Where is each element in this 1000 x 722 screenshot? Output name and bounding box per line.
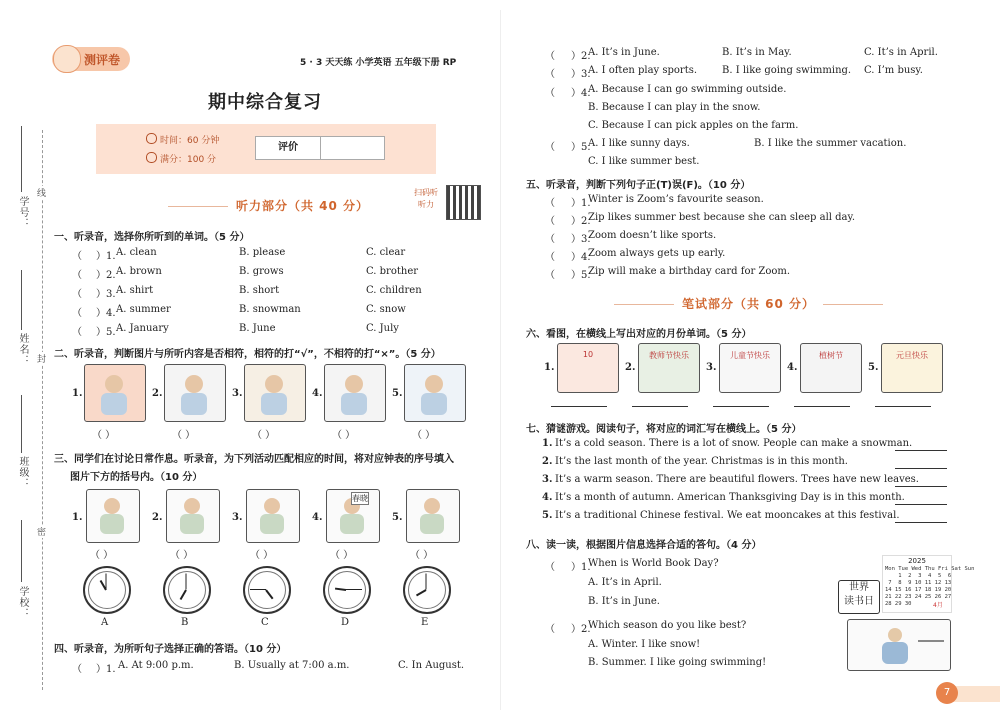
s3-picture-3	[246, 489, 300, 543]
name-label: 姓名：	[17, 333, 28, 366]
blackboard-text: 春晓	[352, 494, 368, 503]
s6-answer-line-5[interactable]	[875, 406, 931, 407]
section-1-title: 一、听录音，选择你所听到的单词。（5 分）	[54, 232, 250, 243]
s4-q1-number: ）1.	[96, 664, 116, 675]
seal-dense-label: 密	[37, 525, 46, 538]
s3-q5-number: 5.	[392, 512, 403, 523]
seal-seal-label: 封	[37, 352, 46, 365]
class-label: 班级：	[17, 456, 28, 489]
s2-picture-1	[84, 364, 146, 422]
s4-q4-option-b: B. Because I can play in the snow.	[588, 102, 761, 113]
s7-q5-clue: It’s a traditional Chinese festival. We eat mooncakes at this festival.	[555, 510, 900, 521]
answer-paren[interactable]: （	[72, 289, 82, 300]
s1-q1-option-b: B. please	[239, 247, 286, 258]
answer-paren[interactable]: （	[545, 142, 555, 153]
s1-q3-option-a: A. shirt	[116, 285, 154, 296]
s4-q3-option-b: B. I like going swimming.	[722, 65, 852, 76]
s8-q1-option-a: A. It’s in April.	[588, 577, 662, 588]
clock-c	[243, 566, 291, 614]
clock-label-d: D	[341, 617, 350, 628]
s5-q2-statement: Zip likes summer best because she can sleep all day.	[588, 212, 856, 223]
page-number: 7	[936, 682, 958, 704]
s2-answer-paren-1[interactable]: （ ）	[92, 430, 116, 441]
s1-q2-option-c: C. brother	[366, 266, 419, 277]
calendar-row: 1 2 3 4 5 6	[885, 573, 952, 579]
minute-hand	[346, 589, 362, 590]
class-field[interactable]	[21, 395, 22, 453]
check-icon	[146, 152, 157, 163]
answer-paren[interactable]: （	[72, 327, 82, 338]
s4-q3-option-a: A. I often play sports.	[588, 65, 698, 76]
s7-q4-clue: It’s a month of autumn. American Thanksgiving Day is in this month.	[555, 492, 905, 503]
s4-q3-option-c: C. I’m busy.	[864, 65, 923, 76]
s7-q5-number: 5.	[542, 510, 553, 521]
s6-q1-number: 1.	[544, 362, 555, 373]
s8-q1-question: When is World Book Day?	[588, 558, 719, 569]
s6-picture-3	[719, 343, 781, 393]
student-id-field[interactable]	[21, 126, 22, 192]
answer-paren[interactable]: （	[545, 69, 555, 80]
s3-answer-paren-5[interactable]: （ ）	[410, 550, 434, 561]
s8-q1-option-b: B. It’s in June.	[588, 596, 660, 607]
s8-q2-option-a: A. Winter. I like snow!	[588, 639, 701, 650]
clock-label-c: C	[261, 617, 269, 628]
s1-q1-number: ）1.	[96, 251, 116, 262]
s1-q2-option-b: B. grows	[239, 266, 284, 277]
s6-answer-line-1[interactable]	[551, 406, 607, 407]
s1-q3-number: ）3.	[96, 289, 116, 300]
s2-q3-number: 3.	[232, 388, 243, 399]
s6-picture-5	[881, 343, 943, 393]
minute-hand	[426, 574, 427, 590]
s5-q2-number: ）2.	[571, 216, 591, 227]
s4-q2-option-c: C. It’s in April.	[864, 47, 938, 58]
s3-q4-number: 4.	[312, 512, 323, 523]
s8-q2-number: ）2.	[571, 624, 591, 635]
s2-picture-2	[164, 364, 226, 422]
s6-picture-2	[638, 343, 700, 393]
s6-answer-line-4[interactable]	[794, 406, 850, 407]
s7-answer-line-3[interactable]	[895, 486, 947, 487]
margin-cut-line	[42, 130, 43, 690]
score-info	[146, 152, 216, 165]
s6-q5-number: 5.	[868, 362, 879, 373]
s6-q4-number: 4.	[787, 362, 798, 373]
school-field[interactable]	[21, 520, 22, 582]
s1-q1-option-a: A. clean	[116, 247, 157, 258]
s4-q5-option-b: B. I like the summer vacation.	[754, 138, 907, 149]
clock-label-e: E	[421, 617, 429, 628]
s1-q2-option-a: A. brown	[116, 266, 162, 277]
answer-paren[interactable]: （	[545, 216, 555, 227]
s2-answer-paren-2[interactable]: （ ）	[172, 430, 196, 441]
s3-picture-1	[86, 489, 140, 543]
score-text: 满分：100 分	[160, 155, 217, 165]
s6-picture-text: 教师节快乐	[649, 351, 689, 360]
answer-paren[interactable]: （	[545, 624, 555, 635]
s5-q3-number: ）3.	[571, 234, 591, 245]
s3-answer-paren-1[interactable]: （ ）	[90, 550, 114, 561]
s8-q2-option-b: B. Summer. I like going swimming!	[588, 657, 767, 668]
section-4-title: 四、听录音，为所听句子选择正确的答语。（10 分）	[54, 644, 287, 655]
s1-q3-option-c: C. children	[366, 285, 422, 296]
s4-q1-option-a: A. At 9:00 p.m.	[118, 660, 194, 671]
minute-hand	[186, 574, 187, 590]
s5-q4-statement: Zoom always gets up early.	[588, 248, 726, 259]
section-6-title: 六、看图，在横线上写出对应的月份单词。（5 分）	[526, 329, 752, 340]
listening-part-title	[160, 197, 369, 214]
s5-q5-statement: Zip will make a birthday card for Zoom.	[588, 266, 791, 277]
s6-picture-text: 植树节	[819, 351, 843, 360]
s3-answer-paren-4[interactable]: （ ）	[330, 550, 354, 561]
s4-q4-number: ）4.	[571, 88, 591, 99]
s4-q2-number: ）2.	[571, 51, 591, 62]
s1-q2-number: ）2.	[96, 270, 116, 281]
s3-answer-paren-2[interactable]: （ ）	[170, 550, 194, 561]
time-text: 时间：60 分钟	[160, 136, 220, 146]
clock-icon	[146, 133, 157, 144]
answer-paren[interactable]: （	[545, 234, 555, 245]
section-8-title: 八、读一读，根据图片信息选择合适的答句。（4 分）	[526, 540, 762, 551]
qr-caption: 扫码听听力	[414, 188, 438, 209]
answer-paren[interactable]: （	[72, 270, 82, 281]
s2-answer-paren-5[interactable]: （ ）	[412, 430, 436, 441]
s1-q4-number: ）4.	[96, 308, 116, 319]
s7-q2-number: 2.	[542, 456, 553, 467]
minute-hand	[106, 574, 107, 590]
s2-picture-5	[404, 364, 466, 422]
s4-q5-option-c: C. I like summer best.	[588, 156, 700, 167]
s1-q4-option-a: A. summer	[116, 304, 171, 315]
s3-q1-number: 1.	[72, 512, 83, 523]
s4-q5-option-a: A. I like sunny days.	[588, 138, 690, 149]
s7-q1-clue: It’s a cold season. There is a lot of snow. People can make a snowman.	[555, 438, 913, 449]
answer-paren[interactable]: （	[545, 88, 555, 99]
s2-q5-number: 5.	[392, 388, 403, 399]
s6-picture-1	[557, 343, 619, 393]
name-field[interactable]	[21, 270, 22, 330]
s4-q2-option-b: B. It’s in May.	[722, 47, 792, 58]
s5-q1-statement: Winter is Zoom’s favourite season.	[588, 194, 764, 205]
calendar-year: 2025	[908, 557, 926, 565]
s3-picture-5	[406, 489, 460, 543]
s1-q1-option-c: C. clear	[366, 247, 406, 258]
calendar-row: 28 29 30	[885, 601, 912, 607]
evaluation-box[interactable]	[255, 136, 385, 160]
s1-q5-option-a: A. January	[116, 323, 169, 334]
calendar-row: 21 22 23 24 25 26 27	[885, 594, 952, 600]
section-3-title-line1: 三、同学们在讨论日常作息。听录音，为下列活动匹配相应的时间，将对应钟表的序号填入	[54, 454, 454, 465]
clock-a	[83, 566, 131, 614]
answer-paren[interactable]: （	[545, 270, 555, 281]
s7-q3-number: 3.	[542, 474, 553, 485]
s4-q3-number: ）3.	[571, 69, 591, 80]
s1-q3-option-b: B. short	[239, 285, 280, 296]
minute-hand	[250, 589, 266, 590]
s2-picture-4	[324, 364, 386, 422]
wbd-line2: 读书日	[844, 596, 874, 607]
clock-label-a: A	[101, 617, 109, 628]
clock-d	[323, 566, 371, 614]
student-id-label: 学号：	[17, 196, 28, 229]
page-divider	[500, 10, 501, 710]
s1-q4-option-c: C. snow	[366, 304, 406, 315]
s1-q5-option-b: B. June	[239, 323, 276, 334]
s7-answer-line-4[interactable]	[895, 504, 947, 505]
s6-picture-text: 10	[582, 350, 594, 359]
evaluation-label: 评价	[256, 137, 321, 159]
s4-q4-option-a: A. Because I can go swimming outside.	[588, 84, 787, 95]
s3-answer-paren-3[interactable]: （ ）	[250, 550, 274, 561]
s7-answer-line-2[interactable]	[895, 468, 947, 469]
world-book-day-sign	[838, 580, 880, 614]
writing-part-title	[606, 295, 891, 312]
s6-answer-line-2[interactable]	[632, 406, 688, 407]
s6-q2-number: 2.	[625, 362, 636, 373]
calendar-month: 4月	[933, 602, 943, 609]
s7-answer-line-1[interactable]	[895, 450, 947, 451]
badge-label: 测评卷	[84, 53, 121, 67]
section-2-title: 二、听录音，判断图片与所听内容是否相符，相符的打“√”，不相符的打“×”。（5 分）	[54, 349, 441, 360]
s8-q1-number: ）1.	[571, 562, 591, 573]
clock-label-b: B	[181, 617, 189, 628]
answer-paren[interactable]: （	[545, 51, 555, 62]
wbd-line1: 世界	[849, 582, 869, 593]
s3-picture-4	[326, 489, 380, 543]
s5-q4-number: ）4.	[571, 252, 591, 263]
section-5-title: 五、听录音，判断下列句子正(T)误(F)。（10 分）	[526, 180, 751, 191]
s1-q5-number: ）5.	[96, 327, 116, 338]
s7-q4-number: 4.	[542, 492, 553, 503]
s5-q1-number: ）1.	[571, 198, 591, 209]
mascot-icon	[53, 45, 81, 73]
s4-q4-option-c: C. Because I can pick apples on the farm.	[588, 120, 799, 131]
seal-line-label: 线	[37, 186, 46, 199]
s8-q2-question: Which season do you like best?	[588, 620, 747, 631]
answer-paren[interactable]: （	[545, 252, 555, 263]
calendar-row: 14 15 16 17 18 19 20	[885, 587, 952, 593]
calendar-image	[882, 555, 975, 613]
s7-q1-number: 1.	[542, 438, 553, 449]
s4-q1-option-b: B. Usually at 7:00 a.m.	[234, 660, 350, 671]
s2-q2-number: 2.	[152, 388, 163, 399]
calendar-row: Mon Tue Wed Thu Fri Sat Sun	[885, 566, 975, 572]
answer-paren[interactable]: （	[72, 251, 82, 262]
qr-code-icon[interactable]	[446, 185, 481, 220]
answer-paren[interactable]: （	[72, 664, 82, 675]
s1-q4-option-b: B. snowman	[239, 304, 301, 315]
s6-q3-number: 3.	[706, 362, 717, 373]
s2-q1-number: 1.	[72, 388, 83, 399]
listening-part-text: 听力部分（共 40 分）	[236, 199, 370, 213]
s1-q5-option-c: C. July	[366, 323, 399, 334]
clock-e	[403, 566, 451, 614]
s4-q1-option-c: C. In August.	[398, 660, 465, 671]
s5-q5-number: ）5.	[571, 270, 591, 281]
s4-q5-number: ）5.	[571, 142, 591, 153]
writing-part-text: 笔试部分（共 60 分）	[682, 297, 816, 311]
series-info: 5 · 3 天天练 小学英语 五年级下册 RP	[300, 58, 457, 68]
s6-picture-4	[800, 343, 862, 393]
s2-answer-paren-4[interactable]: （ ）	[332, 430, 356, 441]
school-label: 学校：	[17, 586, 28, 619]
s3-q3-number: 3.	[232, 512, 243, 523]
s6-picture-text: 元旦快乐	[896, 351, 928, 360]
section-7-title: 七、猜谜游戏。阅读句子，将对应的词汇写在横线上。（5 分）	[526, 424, 802, 435]
s2-answer-paren-3[interactable]: （ ）	[252, 430, 276, 441]
s2-picture-3	[244, 364, 306, 422]
s3-q2-number: 2.	[152, 512, 163, 523]
page-title: 期中综合复习	[208, 92, 322, 113]
s7-q3-clue: It’s a warm season. There are beautiful flowers. Trees have new leaves.	[555, 474, 919, 485]
section-3-title-line2: 图片下方的括号内。（10 分）	[70, 472, 203, 483]
answer-paren[interactable]: （	[545, 562, 555, 573]
calendar-row: 7 8 9 10 11 12 13	[885, 580, 952, 586]
answer-paren[interactable]: （	[72, 308, 82, 319]
time-info	[146, 133, 219, 146]
s7-answer-line-5[interactable]	[895, 522, 947, 523]
clock-b	[163, 566, 211, 614]
s7-q2-clue: It’s the last month of the year. Christmas is in this month.	[555, 456, 848, 467]
s2-q4-number: 4.	[312, 388, 323, 399]
s3-picture-2	[166, 489, 220, 543]
s6-answer-line-3[interactable]	[713, 406, 769, 407]
s4-q2-option-a: A. It’s in June.	[588, 47, 660, 58]
s5-q3-statement: Zoom doesn’t like sports.	[588, 230, 717, 241]
winter-scene-image	[847, 619, 951, 671]
answer-paren[interactable]: （	[545, 198, 555, 209]
s6-picture-text: 儿童节快乐	[730, 351, 770, 360]
